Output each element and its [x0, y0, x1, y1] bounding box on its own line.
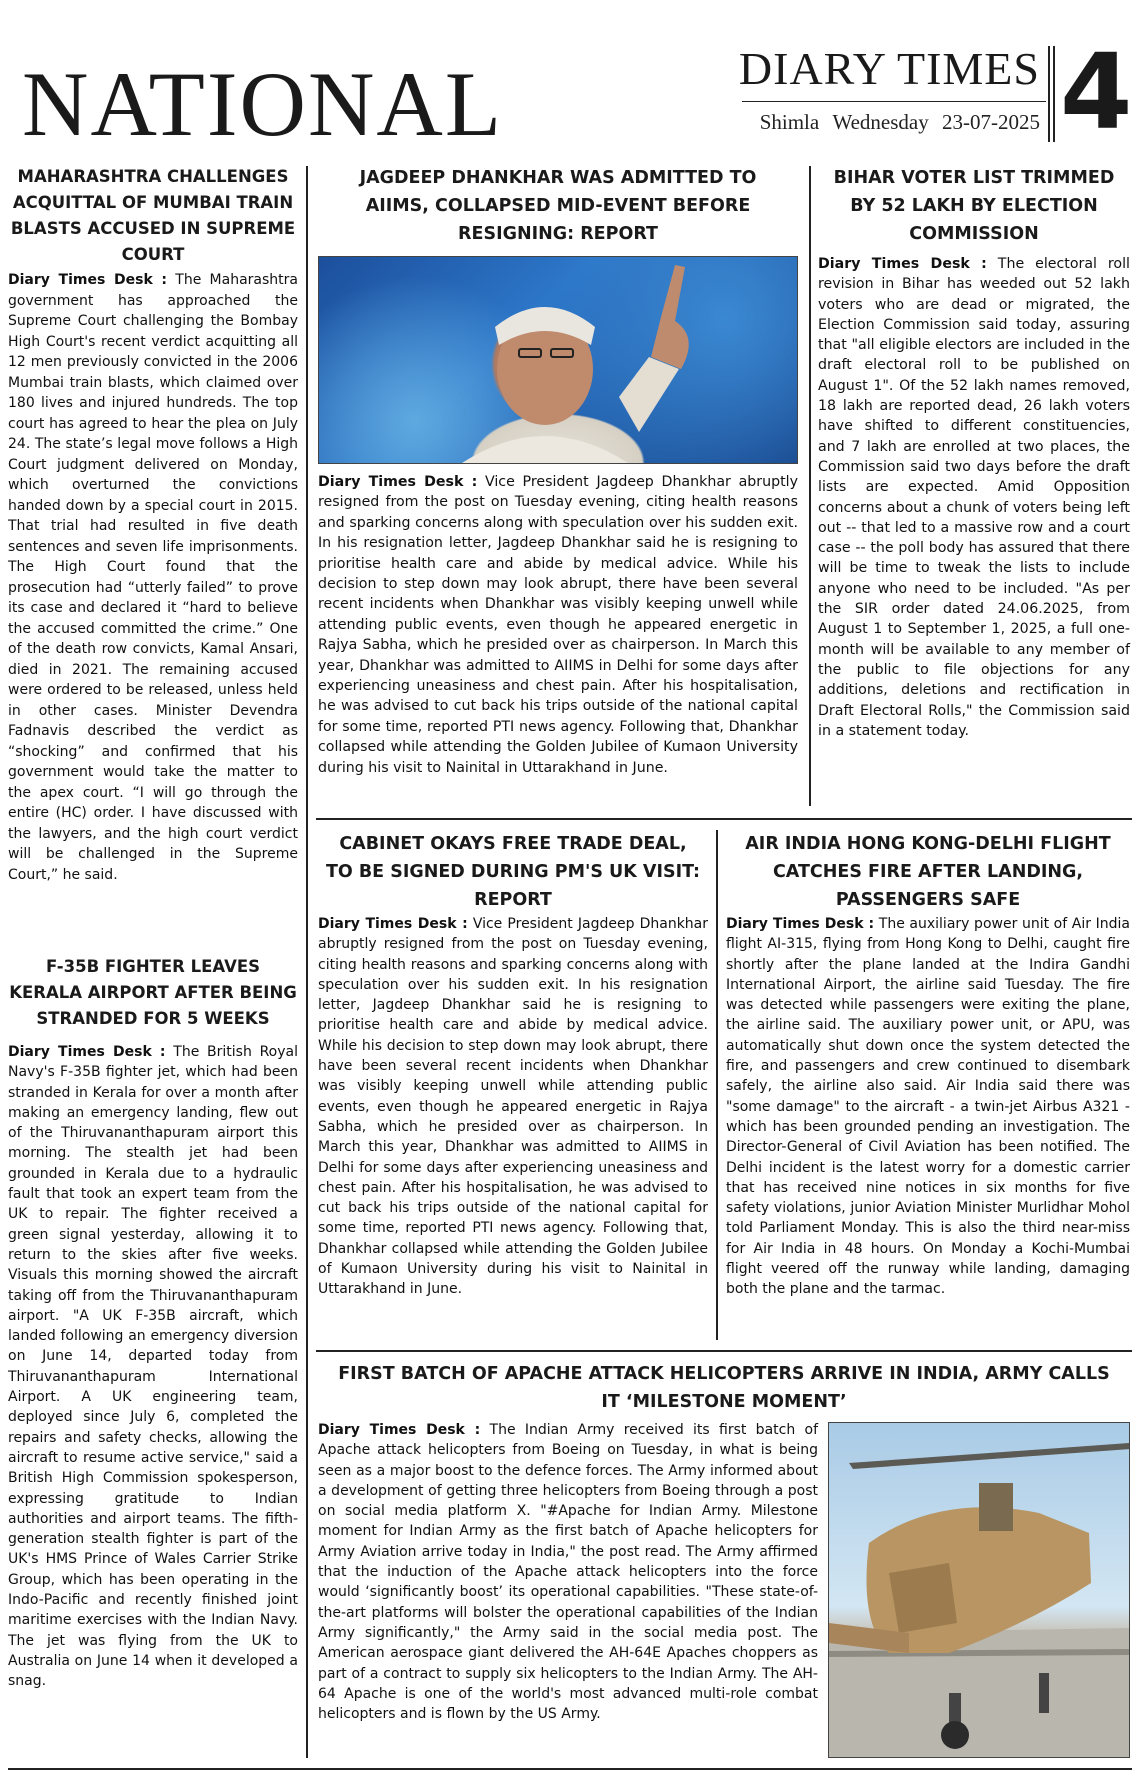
dateline-weekday: Wednesday: [832, 110, 929, 134]
body-cabinet: [318, 914, 708, 1300]
column-divider: [306, 166, 308, 1758]
dateline-city: Shimla: [759, 110, 820, 134]
article-dhankhar: [318, 164, 798, 778]
page-number: 4: [1060, 31, 1133, 153]
masthead: [0, 0, 1140, 155]
column-divider: [716, 830, 718, 1340]
headline-cabinet: CABINET OKAYS FREE TRADE DEAL, TO BE SIGNED DURING PM'S UK VISIT: REPORT: [325, 834, 701, 910]
body-text: Vice President Jagdeep Dhankhar abruptly resigned from the post on Tuesday evening, citing health reasons and sparking concerns along with speculation over his sudden exit. In his resignation letter, Jagdeep Dhankhar said he is resigning to prioritise health care and abide by medical advice. While his decision to step down may look abrupt, there have been several recent incidents when Dhankhar was visibly keeping unwell while attending public events, even though he appeared energetic in Rajya Sabha, which he presided over as chairperson. In March this year, Dhankhar was admitted to AIIMS in Delhi for some days after experiencing uneasiness and chest pain. After his hospitalisation, he was advised to cut back his trips outside of the national capital for some time, reported PTI news agency. Following that, Dhankhar collapsed while attending the Golden Jubilee of Kumaon University during his visit to Nainital in Uttarakhand in June.: [318, 474, 798, 776]
body-text: The Maharashtra government has approached the Supreme Court challenging the Bombay High Court's recent verdict acquitting all 12 men previously convicted in the 2006 Mumbai train blasts, which claimed over 180 lives and injured hundreds. The top court has agreed to hear the plea on July 24. The state’s legal move follows a High Court judgment delivered on Monday, which overturned the convictions handed down by a special court in 2015. That trial had resulted in five death sentences and seven life imprisonments. The High Court found that the prosecution had “utterly failed” to prove its case and declared it “hard to believe the accused committed the crime.” One of the death row convicts, Kamal Ansari, died in 2021. The remaining accused were ordered to be released, unless held in other cases. Minister Devendra Fadnavis described the verdict as “shocking” and confirmed that his government would take the matter to the apex court. “I will go through the entire (HC) order. I have discussed with the lawyers, and the high court verdict will be challenged in the Supreme Court,” he said.: [8, 272, 298, 883]
article-bihar: [818, 164, 1130, 741]
dateline: [752, 110, 1040, 135]
article-apache: [318, 1360, 1130, 1758]
body-text: The electoral roll revision in Bihar has weeded out 52 lakh voters who are dead or migrated, the Election Commission said today, assuring that "all eligible electors are included in the draft electoral roll to be published on August 1". Of the 52 lakh names removed, 18 lakh are reported dead, 26 lakh voters have shifted to different constituencies, and 7 lakh are enrolled at two places, the Commission said two days before the draft lists are expected. Amid Opposition concerns about a chunk of voters being left out -- that led to a massive row and a court case -- the poll body has assured that there will be time to tweak the lists to include anyone who need to be included. "As per the SIR order dated 24.06.2025, from August 1 to September 1, 2025, a full one-month will be available to any member of the public to file objections for any additions, deletions and rectification in Draft Electoral Rolls," the Commission said in a statement today.: [818, 256, 1131, 739]
dhankhar-photo: [318, 256, 798, 464]
paper-name: DIARY TIMES: [738, 43, 1040, 94]
dateline-date: 23-07-2025: [942, 110, 1040, 134]
apache-photo-art: [829, 1423, 1130, 1758]
masthead-divider: [1053, 46, 1055, 142]
dhankhar-photo-art: [319, 257, 798, 464]
headline-apache: FIRST BATCH OF APACHE ATTACK HELICOPTERS ARRIVE IN INDIA, ARMY CALLS IT ‘MILESTONE MOMENT’: [338, 1364, 1110, 1412]
byline: Diary Times Desk :: [726, 916, 875, 932]
body-mumbai: [8, 270, 298, 885]
article-airindia: [726, 830, 1130, 1300]
section-title: NATIONAL: [22, 53, 504, 155]
body-text: The Indian Army received its first batch of Apache attack helicopters from Boeing on Tuesday, in what is being seen as a major boost to the defence forces. The Army informed about a development of getting three helicopters from Boeing through a post on social media platform X. "#Apache for Indian Army. Milestone moment for Indian Army as the first batch of Apache helicopters for Army Aviation arrive today in India," the post read. The Army affirmed that the induction of the Apache attack helicopters into the force would ‘significantly boost’ its operational capabilities. "These state-of-the-art platforms will bolster the operational capabilities of the Indian Army significantly," the Army said in the social media post. The American aerospace giant delivered the AH-64E Apaches choppers as part of a contract to supply six helicopters to the Indian Army. The AH-64 Apache is one of the world's most advanced multi-role combat helicopters and is flown by the US Army.: [318, 1422, 818, 1723]
bottom-rule: [8, 1768, 1132, 1770]
body-dhankhar: [318, 472, 798, 778]
headline-dhankhar: JAGDEEP DHANKHAR WAS ADMITTED TO AIIMS, COLLAPSED MID-EVENT BEFORE RESIGNING: REPORT: [359, 168, 757, 244]
body-text: The British Royal Navy's F-35B fighter jet, which had been stranded in Kerala for over a month after making an emergency landing, flew out of the Thiruvananthapuram airport this morning. The stealth jet had been grounded in Kerala due to a hydraulic fault that took an expert team from the UK to repair. The fighter received a green signal yesterday, allowing it to return to the skies after five weeks. Visuals this morning showed the aircraft taking off from the Thiruvananthapuram airport. "A UK F-35B aircraft, which landed following an emergency diversion on June 14, departed today from Thiruvananthapuram International Airport. A UK engineering team, deployed since July 6, completed the repairs and safety checks, allowing the aircraft to resume active service," said a British High Commission spokesperson, expressing gratitude to Indian authorities and airport teams. The fifth-generation stealth fighter is part of the UK's HMS Prince of Wales Carrier Strike Group, which has been operating in the Indo-Pacific and recently finished joint maritime exercises with the Indian Navy. The jet was flying from the UK to Australia on June 14 when it developed a snag.: [8, 1044, 298, 1690]
article-cabinet: [318, 830, 708, 1300]
section-divider: [316, 1350, 1132, 1352]
byline: Diary Times Desk :: [318, 916, 468, 932]
byline: Diary Times Desk :: [318, 1422, 481, 1438]
body-text: Vice President Jagdeep Dhankhar abruptly resigned from the post on Tuesday evening, citing health reasons and sparking concerns along with speculation over his sudden exit. In his resignation letter, Jagdeep Dhankhar said he is resigning to prioritise health care and abide by medical advice. While his decision to step down may look abrupt, there have been several recent incidents when Dhankhar was visibly keeping unwell while attending public events, even though he appeared energetic in Rajya Sabha, which he presided over as chairperson. In March this year, Dhankhar was admitted to AIIMS in Delhi for some days after experiencing uneasiness and chest pain. After his hospitalisation, he was advised to cut back his trips outside of the national capital for some time, reported PTI news agency. Following that, Dhankhar collapsed while attending the Golden Jubilee of Kumaon University during his visit to Nainital in Uttarakhand in June.: [318, 916, 709, 1298]
byline: Diary Times Desk :: [818, 256, 987, 272]
headline-mumbai: MAHARASHTRA CHALLENGES ACQUITTAL OF MUMBAI TRAIN BLASTS ACCUSED IN SUPREME COURT: [10, 167, 296, 264]
byline: Diary Times Desk :: [8, 1044, 166, 1060]
apache-photo: [828, 1422, 1130, 1758]
body-text: The auxiliary power unit of Air India flight AI-315, flying from Hong Kong to Delhi, caught fire shortly after the plane landed at the Indira Gandhi International Airport, the airline said Tuesday. The fire was detected while passengers were exiting the plane, the airline said. The auxiliary power unit, or APU, was automatically shut down once the system detected the fire, and passengers and crew continued to disembark safely, the airline also said. Air India said there was "some damage" to the aircraft - a twin-jet Airbus A321 - which has been grounded pending an investigation. The Director-General of Civil Aviation has been notified. The Delhi incident is the latest worry for a domestic carrier that has received nine notices in six months for five safety violations, junior Aviation Minister Murlidhar Mohol told Parliament Monday. This is also the third near-miss for Air India in 48 hours. On Monday a Kochi-Mumbai flight veered off the runway while landing, damaging both the plane and the tarmac.: [726, 916, 1130, 1298]
masthead-divider: [1048, 46, 1050, 142]
body-airindia: [726, 914, 1130, 1300]
headline-f35b: F-35B FIGHTER LEAVES KERALA AIRPORT AFTER BEING STRANDED FOR 5 WEEKS: [9, 957, 297, 1028]
column-divider: [809, 166, 811, 806]
section-divider: [316, 818, 1132, 820]
article-mumbai: [8, 164, 298, 885]
headline-bihar: BIHAR VOTER LIST TRIMMED BY 52 LAKH BY ELECTION COMMISSION: [833, 168, 1115, 244]
body-bihar: [818, 254, 1130, 741]
headline-airindia: AIR INDIA HONG KONG-DELHI FLIGHT CATCHES FIRE AFTER LANDING, PASSENGERS SAFE: [745, 834, 1111, 910]
byline: Diary Times Desk :: [318, 474, 478, 490]
article-f35b: [8, 954, 298, 1692]
body-f35b: [8, 1042, 298, 1692]
byline: Diary Times Desk :: [8, 272, 168, 288]
masthead-rule: [742, 101, 1046, 102]
